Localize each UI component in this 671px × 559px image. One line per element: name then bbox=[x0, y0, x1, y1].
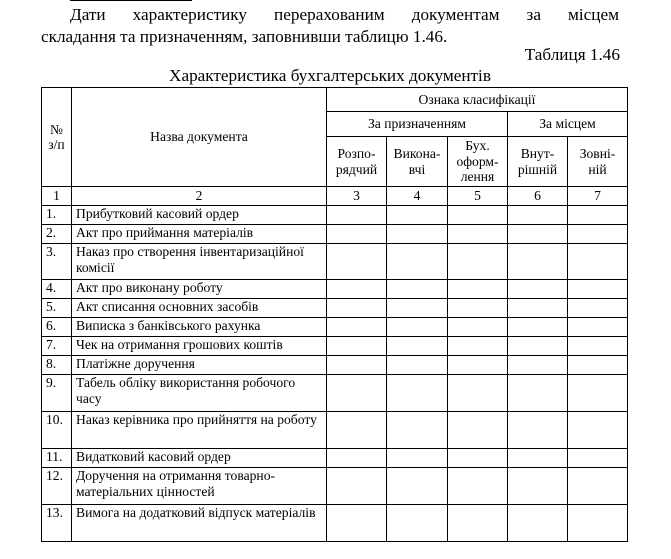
row-number: 8. bbox=[42, 356, 72, 375]
cell-place-internal[interactable] bbox=[508, 280, 568, 299]
row-number: 7. bbox=[42, 337, 72, 356]
cell-place-internal[interactable] bbox=[508, 449, 568, 468]
cell-purpose-order[interactable] bbox=[327, 299, 387, 318]
cell-purpose-accounting[interactable] bbox=[448, 299, 508, 318]
table-title: Характеристика бухгалтерських документів bbox=[169, 66, 491, 85]
document-name: Платіжне доручення bbox=[72, 356, 327, 375]
row-number: 2. bbox=[42, 225, 72, 244]
cell-place-external[interactable] bbox=[568, 337, 628, 356]
column-number: 6 bbox=[508, 187, 568, 206]
column-number: 1 bbox=[42, 187, 72, 206]
cell-purpose-executive[interactable] bbox=[387, 468, 448, 505]
cell-purpose-executive[interactable] bbox=[387, 225, 448, 244]
cell-purpose-order[interactable] bbox=[327, 505, 387, 542]
cell-purpose-accounting[interactable] bbox=[448, 449, 508, 468]
header-col-4: Викона- вчі bbox=[387, 137, 448, 187]
cell-place-internal[interactable] bbox=[508, 505, 568, 542]
cell-purpose-executive[interactable] bbox=[387, 505, 448, 542]
table-row bbox=[42, 225, 628, 244]
cell-purpose-executive[interactable] bbox=[387, 356, 448, 375]
task-text-line-2: складання та призначенням, заповнивши таблицю 1.46. bbox=[41, 27, 448, 46]
cell-purpose-accounting[interactable] bbox=[448, 280, 508, 299]
task-text bbox=[41, 4, 619, 48]
cell-purpose-order[interactable] bbox=[327, 318, 387, 337]
header-classification: Ознака класифікації bbox=[327, 88, 628, 112]
cell-purpose-accounting[interactable] bbox=[448, 225, 508, 244]
header-num: № з/п bbox=[42, 88, 72, 187]
task-text-line-1: Дати характеристику перерахованим документам за місцем bbox=[70, 5, 619, 24]
table-number: Таблиця 1.46 bbox=[524, 45, 620, 64]
cell-purpose-executive[interactable] bbox=[387, 318, 448, 337]
cell-place-external[interactable] bbox=[568, 412, 628, 449]
row-number: 3. bbox=[42, 244, 72, 280]
table-row bbox=[42, 412, 628, 449]
cell-place-external[interactable] bbox=[568, 375, 628, 412]
table-row bbox=[42, 356, 628, 375]
cell-place-internal[interactable] bbox=[508, 244, 568, 280]
cell-purpose-order[interactable] bbox=[327, 375, 387, 412]
cell-purpose-executive[interactable] bbox=[387, 375, 448, 412]
table-row bbox=[42, 206, 628, 225]
cell-place-internal[interactable] bbox=[508, 225, 568, 244]
cell-place-external[interactable] bbox=[568, 449, 628, 468]
cell-place-external[interactable] bbox=[568, 318, 628, 337]
document-name: Прибутковий касовий ордер bbox=[72, 206, 327, 225]
cell-purpose-order[interactable] bbox=[327, 449, 387, 468]
table-row bbox=[42, 375, 628, 412]
cell-purpose-order[interactable] bbox=[327, 225, 387, 244]
document-name: Акт списання основних засобів bbox=[72, 299, 327, 318]
cell-place-external[interactable] bbox=[568, 225, 628, 244]
column-number: 2 bbox=[72, 187, 327, 206]
row-number: 12. bbox=[42, 468, 72, 505]
cell-purpose-order[interactable] bbox=[327, 468, 387, 505]
cell-purpose-accounting[interactable] bbox=[448, 318, 508, 337]
cell-purpose-executive[interactable] bbox=[387, 412, 448, 449]
cell-place-internal[interactable] bbox=[508, 337, 568, 356]
cell-place-internal[interactable] bbox=[508, 375, 568, 412]
top-rule bbox=[70, 0, 192, 1]
cell-purpose-order[interactable] bbox=[327, 337, 387, 356]
cell-purpose-accounting[interactable] bbox=[448, 206, 508, 225]
document-name: Акт про приймання матеріалів bbox=[72, 225, 327, 244]
row-number: 11. bbox=[42, 449, 72, 468]
table-row bbox=[42, 318, 628, 337]
cell-place-external[interactable] bbox=[568, 206, 628, 225]
header-col-3: Розпо- рядчий bbox=[327, 137, 387, 187]
cell-place-internal[interactable] bbox=[508, 318, 568, 337]
table-row bbox=[42, 449, 628, 468]
cell-purpose-accounting[interactable] bbox=[448, 375, 508, 412]
document-name: Вимога на додатковий відпуск матеріалів bbox=[72, 505, 327, 542]
table-row bbox=[42, 337, 628, 356]
header-col-5: Бух. оформ- лення bbox=[448, 137, 508, 187]
cell-place-external[interactable] bbox=[568, 505, 628, 542]
document-name: Акт про виконану роботу bbox=[72, 280, 327, 299]
header-by-purpose: За призначенням bbox=[327, 112, 508, 137]
cell-place-internal[interactable] bbox=[508, 412, 568, 449]
row-number: 9. bbox=[42, 375, 72, 412]
cell-purpose-order[interactable] bbox=[327, 280, 387, 299]
header-col-7: Зовні- ній bbox=[568, 137, 628, 187]
cell-place-internal[interactable] bbox=[508, 299, 568, 318]
cell-purpose-executive[interactable] bbox=[387, 244, 448, 280]
column-number: 4 bbox=[387, 187, 448, 206]
table-row bbox=[42, 299, 628, 318]
cell-place-internal[interactable] bbox=[508, 468, 568, 505]
cell-purpose-accounting[interactable] bbox=[448, 468, 508, 505]
header-by-place: За місцем bbox=[508, 112, 628, 137]
cell-place-external[interactable] bbox=[568, 244, 628, 280]
column-number: 7 bbox=[568, 187, 628, 206]
cell-place-external[interactable] bbox=[568, 299, 628, 318]
cell-purpose-executive[interactable] bbox=[387, 280, 448, 299]
cell-place-internal[interactable] bbox=[508, 206, 568, 225]
table-row bbox=[42, 468, 628, 505]
document-table bbox=[41, 87, 628, 542]
cell-purpose-order[interactable] bbox=[327, 412, 387, 449]
row-number: 10. bbox=[42, 412, 72, 449]
cell-place-external[interactable] bbox=[568, 356, 628, 375]
cell-purpose-order[interactable] bbox=[327, 356, 387, 375]
row-number: 13. bbox=[42, 505, 72, 542]
cell-purpose-executive[interactable] bbox=[387, 449, 448, 468]
row-number: 6. bbox=[42, 318, 72, 337]
header-name: Назва документа bbox=[72, 88, 327, 187]
table-row bbox=[42, 505, 628, 542]
cell-purpose-executive[interactable] bbox=[387, 206, 448, 225]
cell-purpose-order[interactable] bbox=[327, 244, 387, 280]
cell-place-external[interactable] bbox=[568, 468, 628, 505]
table-row bbox=[42, 280, 628, 299]
column-number: 3 bbox=[327, 187, 387, 206]
document-name: Чек на отримання грошових коштів bbox=[72, 337, 327, 356]
cell-purpose-accounting[interactable] bbox=[448, 337, 508, 356]
document-name: Табель обліку використання робочого часу bbox=[72, 375, 327, 412]
cell-purpose-accounting[interactable] bbox=[448, 412, 508, 449]
column-number: 5 bbox=[448, 187, 508, 206]
cell-purpose-executive[interactable] bbox=[387, 299, 448, 318]
cell-purpose-accounting[interactable] bbox=[448, 505, 508, 542]
document-name: Виписка з банківського рахунка bbox=[72, 318, 327, 337]
header-col-6: Внут- рішній bbox=[508, 137, 568, 187]
document-name: Наказ про створення інвентаризаційної комісії bbox=[72, 244, 327, 280]
cell-purpose-executive[interactable] bbox=[387, 337, 448, 356]
row-number: 4. bbox=[42, 280, 72, 299]
cell-place-external[interactable] bbox=[568, 280, 628, 299]
document-name: Доручення на отримання товарно-матеріальних цінностей bbox=[72, 468, 327, 505]
table-row bbox=[42, 244, 628, 280]
row-number: 1. bbox=[42, 206, 72, 225]
document-name: Наказ керівника про прийняття на роботу bbox=[72, 412, 327, 449]
cell-purpose-accounting[interactable] bbox=[448, 356, 508, 375]
cell-purpose-order[interactable] bbox=[327, 206, 387, 225]
cell-place-internal[interactable] bbox=[508, 356, 568, 375]
document-name: Видатковий касовий ордер bbox=[72, 449, 327, 468]
row-number: 5. bbox=[42, 299, 72, 318]
cell-purpose-accounting[interactable] bbox=[448, 244, 508, 280]
